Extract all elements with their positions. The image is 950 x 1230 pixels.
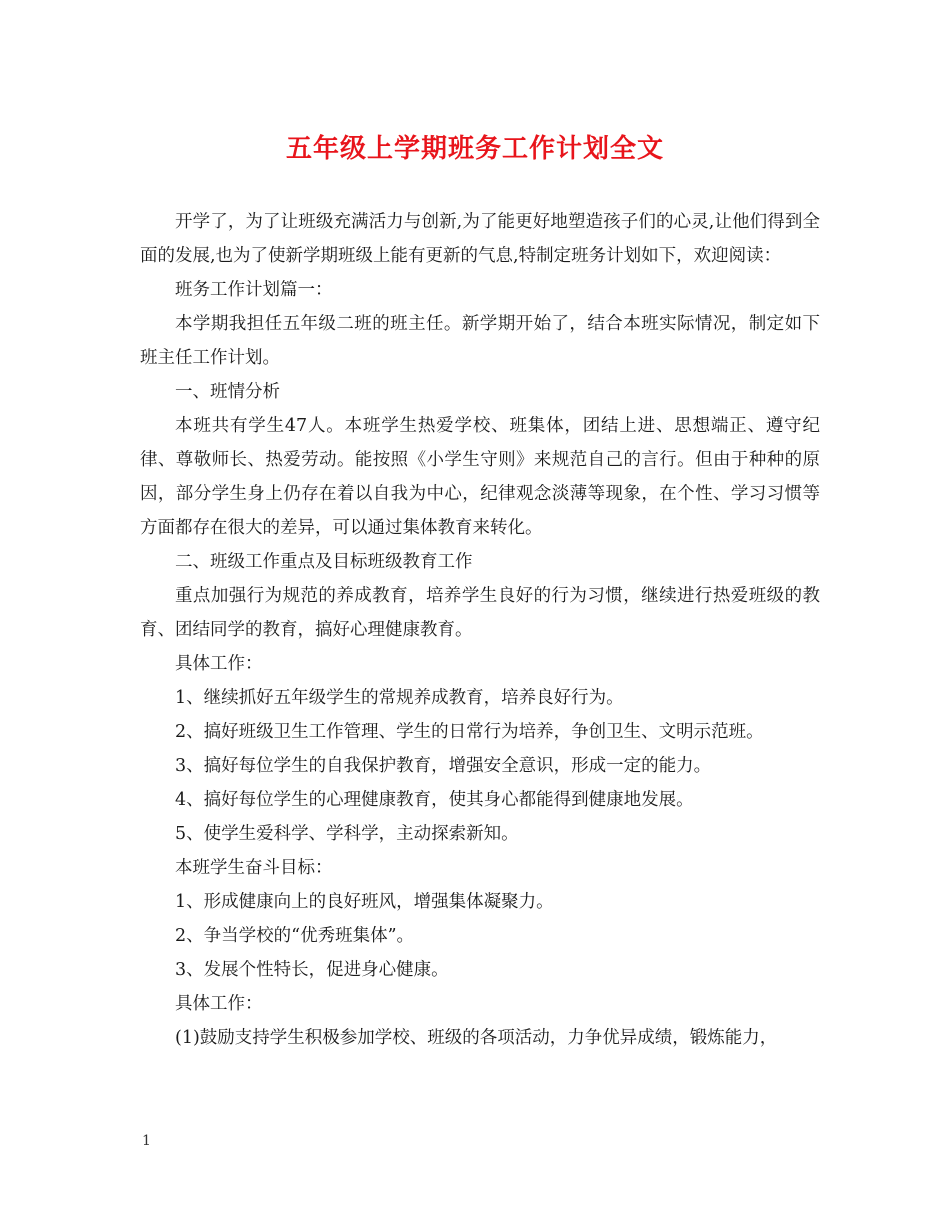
document-body [140, 205, 820, 1055]
paragraph-heading: 具体工作： [175, 654, 263, 674]
list-item: 4、搞好每位学生的心理健康教育，使其身心都能得到健康地发展。 [175, 790, 694, 810]
list-item: 2、争当学校的“优秀班集体”。 [175, 926, 415, 946]
paragraph-heading: 具体工作： [175, 994, 263, 1014]
list-item: (1)鼓励支持学生积极参加学校、班级的各项活动，力争优异成绩，锻炼能力， [175, 1028, 778, 1048]
paragraph-heading: 一、班情分析 [175, 382, 280, 402]
paragraph-heading: 二、班级工作重点及目标班级教育工作 [175, 552, 473, 572]
paragraph-section-heading: 班务工作计划篇一： [175, 280, 333, 300]
list-item: 3、搞好每位学生的自我保护教育，增强安全意识，形成一定的能力。 [175, 756, 712, 776]
list-item: 5、使学生爱科学、学科学，主动探索新知。 [175, 824, 519, 844]
document-title: 五年级上学期班务工作计划全文 [285, 134, 664, 164]
paragraph: 本学期我担任五年级二班的班主任。新学期开始了，结合本班实际情况，制定如下班主任工作计划。 [140, 314, 820, 368]
paragraph: 本班共有学生47人。本班学生热爱学校、班集体，团结上进、思想端正、遵守纪律、尊敬师长、热爱劳动。能按照《小学生守则》来规范自己的言行。但由于种种的原因，部分学生身上仍存在着以自我为中心，纪律观念淡薄等现象，在个性、学习习惯等方面都存在很大的差异，可以通过集体教育来转化。 [140, 416, 820, 538]
list-item: 1、形成健康向上的良好班风，增强集体凝聚力。 [175, 892, 554, 912]
list-item: 1、继续抓好五年级学生的常规养成教育，培养良好行为。 [175, 688, 624, 708]
paragraph-heading: 本班学生奋斗目标： [175, 858, 333, 878]
list-item: 2、搞好班级卫生工作管理、学生的日常行为培养，争创卫生、文明示范班。 [175, 722, 764, 742]
paragraph-intro: 开学了，为了让班级充满活力与创新,为了能更好地塑造孩子们的心灵,让他们得到全面的发展,也为了使新学期班级上能有更新的气息,特制定班务计划如下，欢迎阅读： [140, 212, 820, 266]
list-item: 3、发展个性特长，促进身心健康。 [175, 960, 449, 980]
paragraph: 重点加强行为规范的养成教育，培养学生良好的行为习惯，继续进行热爱班级的教育、团结同学的教育，搞好心理健康教育。 [140, 586, 820, 640]
page-number: 1 [142, 1133, 151, 1149]
